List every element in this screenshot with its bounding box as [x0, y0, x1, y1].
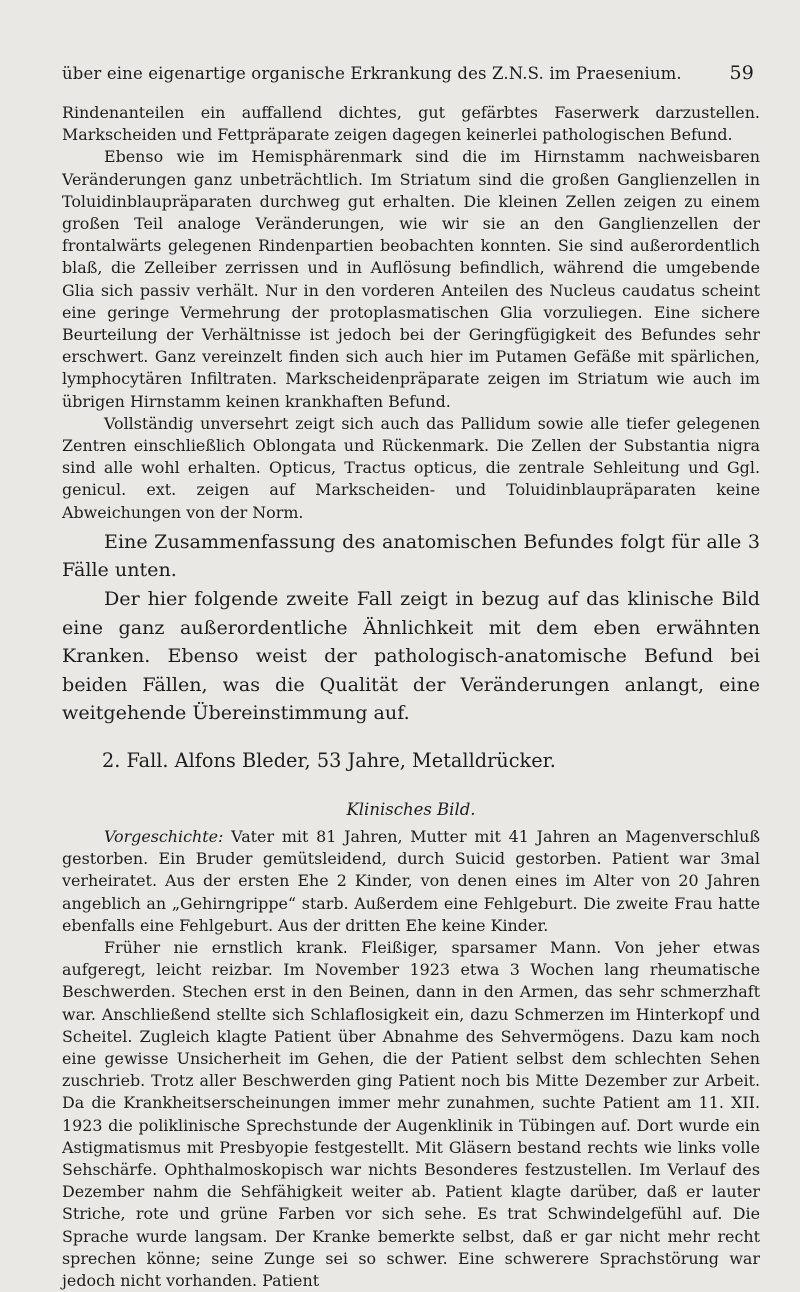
section-title: Klinisches Bild. — [346, 800, 476, 820]
paragraph-pallidum: Vollständig unversehrt zeigt sich auch das Pallidum sowie alle tiefer gelegenen Zentren einschließlich Oblongata und Rückenmark. Die Zellen der Substantia nigra sind alle wohl erhalten. Opticus, Tractus opticus, die zentrale Sehleitung und Ggl. genicul. ext. zeigen auf Markscheiden- und Toluidinblaupräparaten keine Abweichungen von der Norm. — [62, 413, 760, 522]
case-heading: 2. Fall. Alfons Bleder, 53 Jahre, Metalldrücker. — [102, 749, 556, 773]
text-block-summary — [62, 528, 760, 728]
history-text: Vater mit 81 Jahren, Mutter mit 41 Jahren an Magenverschluß gestorben. Ein Bruder gemütsleidend, durch Suicid gestorben. Patient war 3mal verheiratet. Aus der ersten Ehe 2 Kinder, von denen eines im Alter von 20 Jahren angeblich an „Gehirngrippe“ starb. Außerdem eine Fehlgeburt. Die zweite Frau hatte ebenfalls eine Fehlgeburt. Aus der dritten Ehe keine Kinder. — [62, 827, 760, 935]
text-block-pathology — [62, 102, 760, 524]
paragraph-continuation: Rindenanteilen ein auffallend dichtes, gut gefärbtes Faserwerk darzustellen. Markscheiden und Fettpräparate zeigen dagegen keinerlei pathologischen Befund. — [62, 103, 760, 145]
running-title: über eine eigenartige organische Erkrankung des Z.N.S. im Praesenium. — [62, 64, 682, 83]
paragraph-history — [62, 826, 760, 937]
text-block-clinical — [62, 826, 760, 1292]
paragraph-course: Früher nie ernstlich krank. Fleißiger, sparsamer Mann. Von jeher etwas aufgeregt, leicht reizbar. Im November 1923 etwa 3 Wochen lang rheumatische Beschwerden. Stechen erst in den Beinen, dann in den Armen, das sehr schmerzhaft war. Anschließend stellte sich Schlaflosigkeit ein, dazu Schmerzen im Hinterkopf und Scheitel. Zugleich klagte Patient über Abnahme des Sehvermögens. Dazu kam noch eine gewisse Unsicherheit im Gehen, die der Patient selbst dem schlechten Sehen zuschrieb. Trotz aller Beschwerden ging Patient noch bis Mitte Dezember zur Arbeit. Da die Krankheitserscheinungen immer mehr zunahmen, suchte Patient am 11. XII. 1923 die poliklinische Sprechstunde der Augenklinik in Tübingen auf. Dort wurde ein Astigmatismus mit Presbyopie festgestellt. Mit Gläsern bestand rechts wie links volle Sehschärfe. Ophthalmoskopisch war nichts Besonderes festzustellen. Im Verlauf des Dezember nahm die Sehfähigkeit weiter ab. Patient klagte darüber, daß er lauter Striche, rote und grüne Farben vor sich sehe. Es trat Schwindelgefühl auf. Die Sprache wurde langsam. Der Kranke bemerkte selbst, daß er gar nicht mehr recht sprechen könne; seine Zunge sei so schwer. Eine schwerere Sprachstörung war jedoch nicht vorhanden. Patient — [62, 938, 760, 1291]
paragraph-second-case-intro: Der hier folgende zweite Fall zeigt in bezug auf das klinische Bild eine ganz außerordentliche Ähnlichkeit mit dem eben erwähnten Kranken. Ebenso weist der pathologisch-anatomische Befund bei beiden Fällen, was die Qualität der Veränderungen anlangt, eine weitgehende Übereinstimmung auf. — [62, 587, 760, 725]
running-header — [62, 62, 760, 84]
paragraph-hirnstamm: Ebenso wie im Hemisphärenmark sind die im Hirnstamm nachweisbaren Veränderungen ganz unbeträchtlich. Im Striatum sind die großen Ganglienzellen in Toluidinblaupräparaten durchweg gut erhalten. Die kleinen Zellen zeigen zu einem großen Teil analoge Veränderungen, wie wir sie an den Ganglienzellen der frontalwärts gelegenen Rindenpartien beobachten konnten. Sie sind außerordentlich blaß, die Zelleiber zerrissen und in Auflösung befindlich, während die umgebende Glia sich passiv verhält. Nur in den vorderen Anteilen des Nucleus caudatus scheint eine geringe Vermehrung der protoplasmatischen Glia vorzuliegen. Eine sichere Beurteilung der Verhältnisse ist jedoch bei der Geringfügigkeit des Befundes sehr erschwert. Ganz vereinzelt finden sich auch hier im Putamen Gefäße mit spärlichen, lymphocytären Infiltraten. Markscheidenpräparate zeigen im Striatum wie auch im übrigen Hirnstamm keinen krankhaften Befund. — [62, 147, 760, 411]
paragraph-summary: Eine Zusammenfassung des anatomischen Befundes folgt für alle 3 Fälle unten. — [62, 529, 760, 582]
page-number: 59 — [729, 62, 754, 84]
history-label: Vorgeschichte: — [104, 827, 224, 847]
